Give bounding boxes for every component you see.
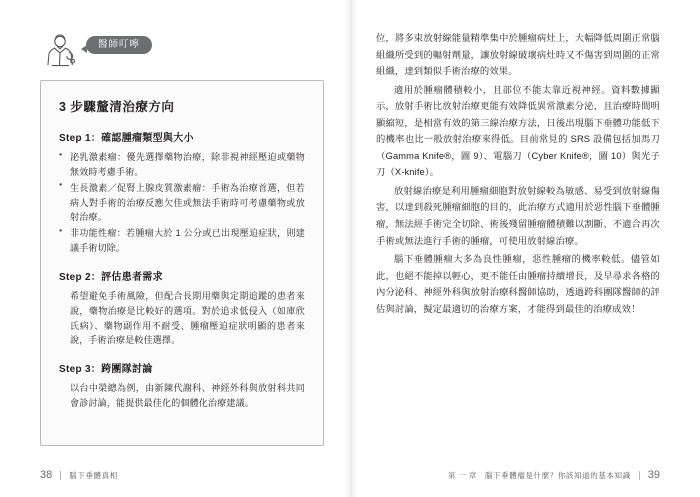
list-item: ● 生長激素／促腎上腺皮質激素瘤：手術為治療首選，但若病人對手術的治療反應欠佳或無法手術時可考慮藥物或放射治療。 xyxy=(59,181,305,226)
step-2-body: 希望避免手術風險，但配合長期用藥與定期追蹤的患者來說，藥物治療是比較好的選項。對於追求低侵入（如庫欣氏病）、藥物副作用不耐受、腫瘤壓迫症狀明顯的患者來說，手術治療是較佳選擇。 xyxy=(70,290,305,346)
page-number-right: 39 xyxy=(647,469,660,481)
right-page-footer xyxy=(448,469,660,481)
paragraph: 放射線治療是利用腫瘤細胞對放射線較為敏感、易受到放射線傷害，以達到殺死腫瘤細胞的目的，此治療方式適用於惡性腦下垂體腫瘤，無法經手術完全切除、術後殘留腫瘤體積難以割斷、不適合再次手術或無法進行手術的腫瘤，可使用放射線治療。 xyxy=(376,185,660,246)
step-1-bullets xyxy=(59,150,305,256)
page-number-left: 38 xyxy=(40,469,53,481)
footer-title-right: 腦下垂體瘤是什麼？你該知道的基本知識 xyxy=(484,470,631,480)
footer-chapter: 第 一 章 xyxy=(447,470,477,480)
step-3-head: Step 3：跨團隊討論 xyxy=(59,364,153,376)
left-page-footer xyxy=(40,469,118,481)
tip-box xyxy=(40,80,324,446)
footer-title-left: 腦下垂體真相 xyxy=(69,470,118,480)
step-1-head: Step 1：確認腫瘤類型與大小 xyxy=(59,133,194,144)
paragraph: 位，將多束放射線能量精準集中於腫瘤病灶上，大幅降低周圍正常腦組織所受到的輻射劑量，讓放射線破壞病灶時又不傷害到周圍的正常組織，達到類似手術治療的效果。 xyxy=(376,33,660,77)
tip-title: 3 步驟釐清治療方向 xyxy=(59,100,175,114)
step-3-body: 以台中榮總為例，由新陳代謝科、神經外科與放射科共同會診討論，能提供最佳化的個體化治療建議。 xyxy=(70,383,305,409)
footer-divider xyxy=(639,471,640,480)
step-2 xyxy=(59,268,305,348)
step-2-head: Step 2：評估患者需求 xyxy=(59,271,163,283)
paragraph: 適用於腫瘤體積較小，且部位不能太靠近視神經。資料數據顯示，放射手術比放射治療更能有效降低異常激素分泌，且治療時間明顯縮短，是相當有效的第三線治療方法，日後出現腦下垂體功能低下的機率也比一般放射治療來得低。目前常見的 SRS 設備包括加馬刀（Gamma Knife®，圖 9）、電腦刀（Cyber Knife®，圖 10）與光子刀（X-knife）。 xyxy=(376,84,660,178)
paragraph: 腦下垂體腫瘤大多為良性腫瘤，惡性腫瘤的機率較低。儘管如此，也絕不能掉以輕心，更不能任由腫瘤持續增長，及早尋求各格的內分泌科、神經外科與放射治療科醫師協助，透過跨科團隊醫師的評估與討論，擬定最適切的治療方案，才能得到最佳的治療成效！ xyxy=(376,254,660,314)
doctor-tip-header xyxy=(40,30,324,74)
step-1 xyxy=(59,129,305,256)
list-item: ● 非功能性瘤：若腫瘤大於 1 公分或已出現壓迫症狀，則建議手術切除。 xyxy=(59,226,305,256)
right-page xyxy=(350,0,700,497)
step-3 xyxy=(59,360,305,411)
doctor-icon xyxy=(42,32,82,72)
tip-badge: 醫師叮嚀 xyxy=(86,36,152,54)
list-item: ● 泌乳激素瘤：優先選擇藥物治療，除非視神經壓迫或藥物無效時考慮手術。 xyxy=(59,150,305,180)
footer-divider xyxy=(60,471,61,480)
body-text-column xyxy=(376,30,660,317)
